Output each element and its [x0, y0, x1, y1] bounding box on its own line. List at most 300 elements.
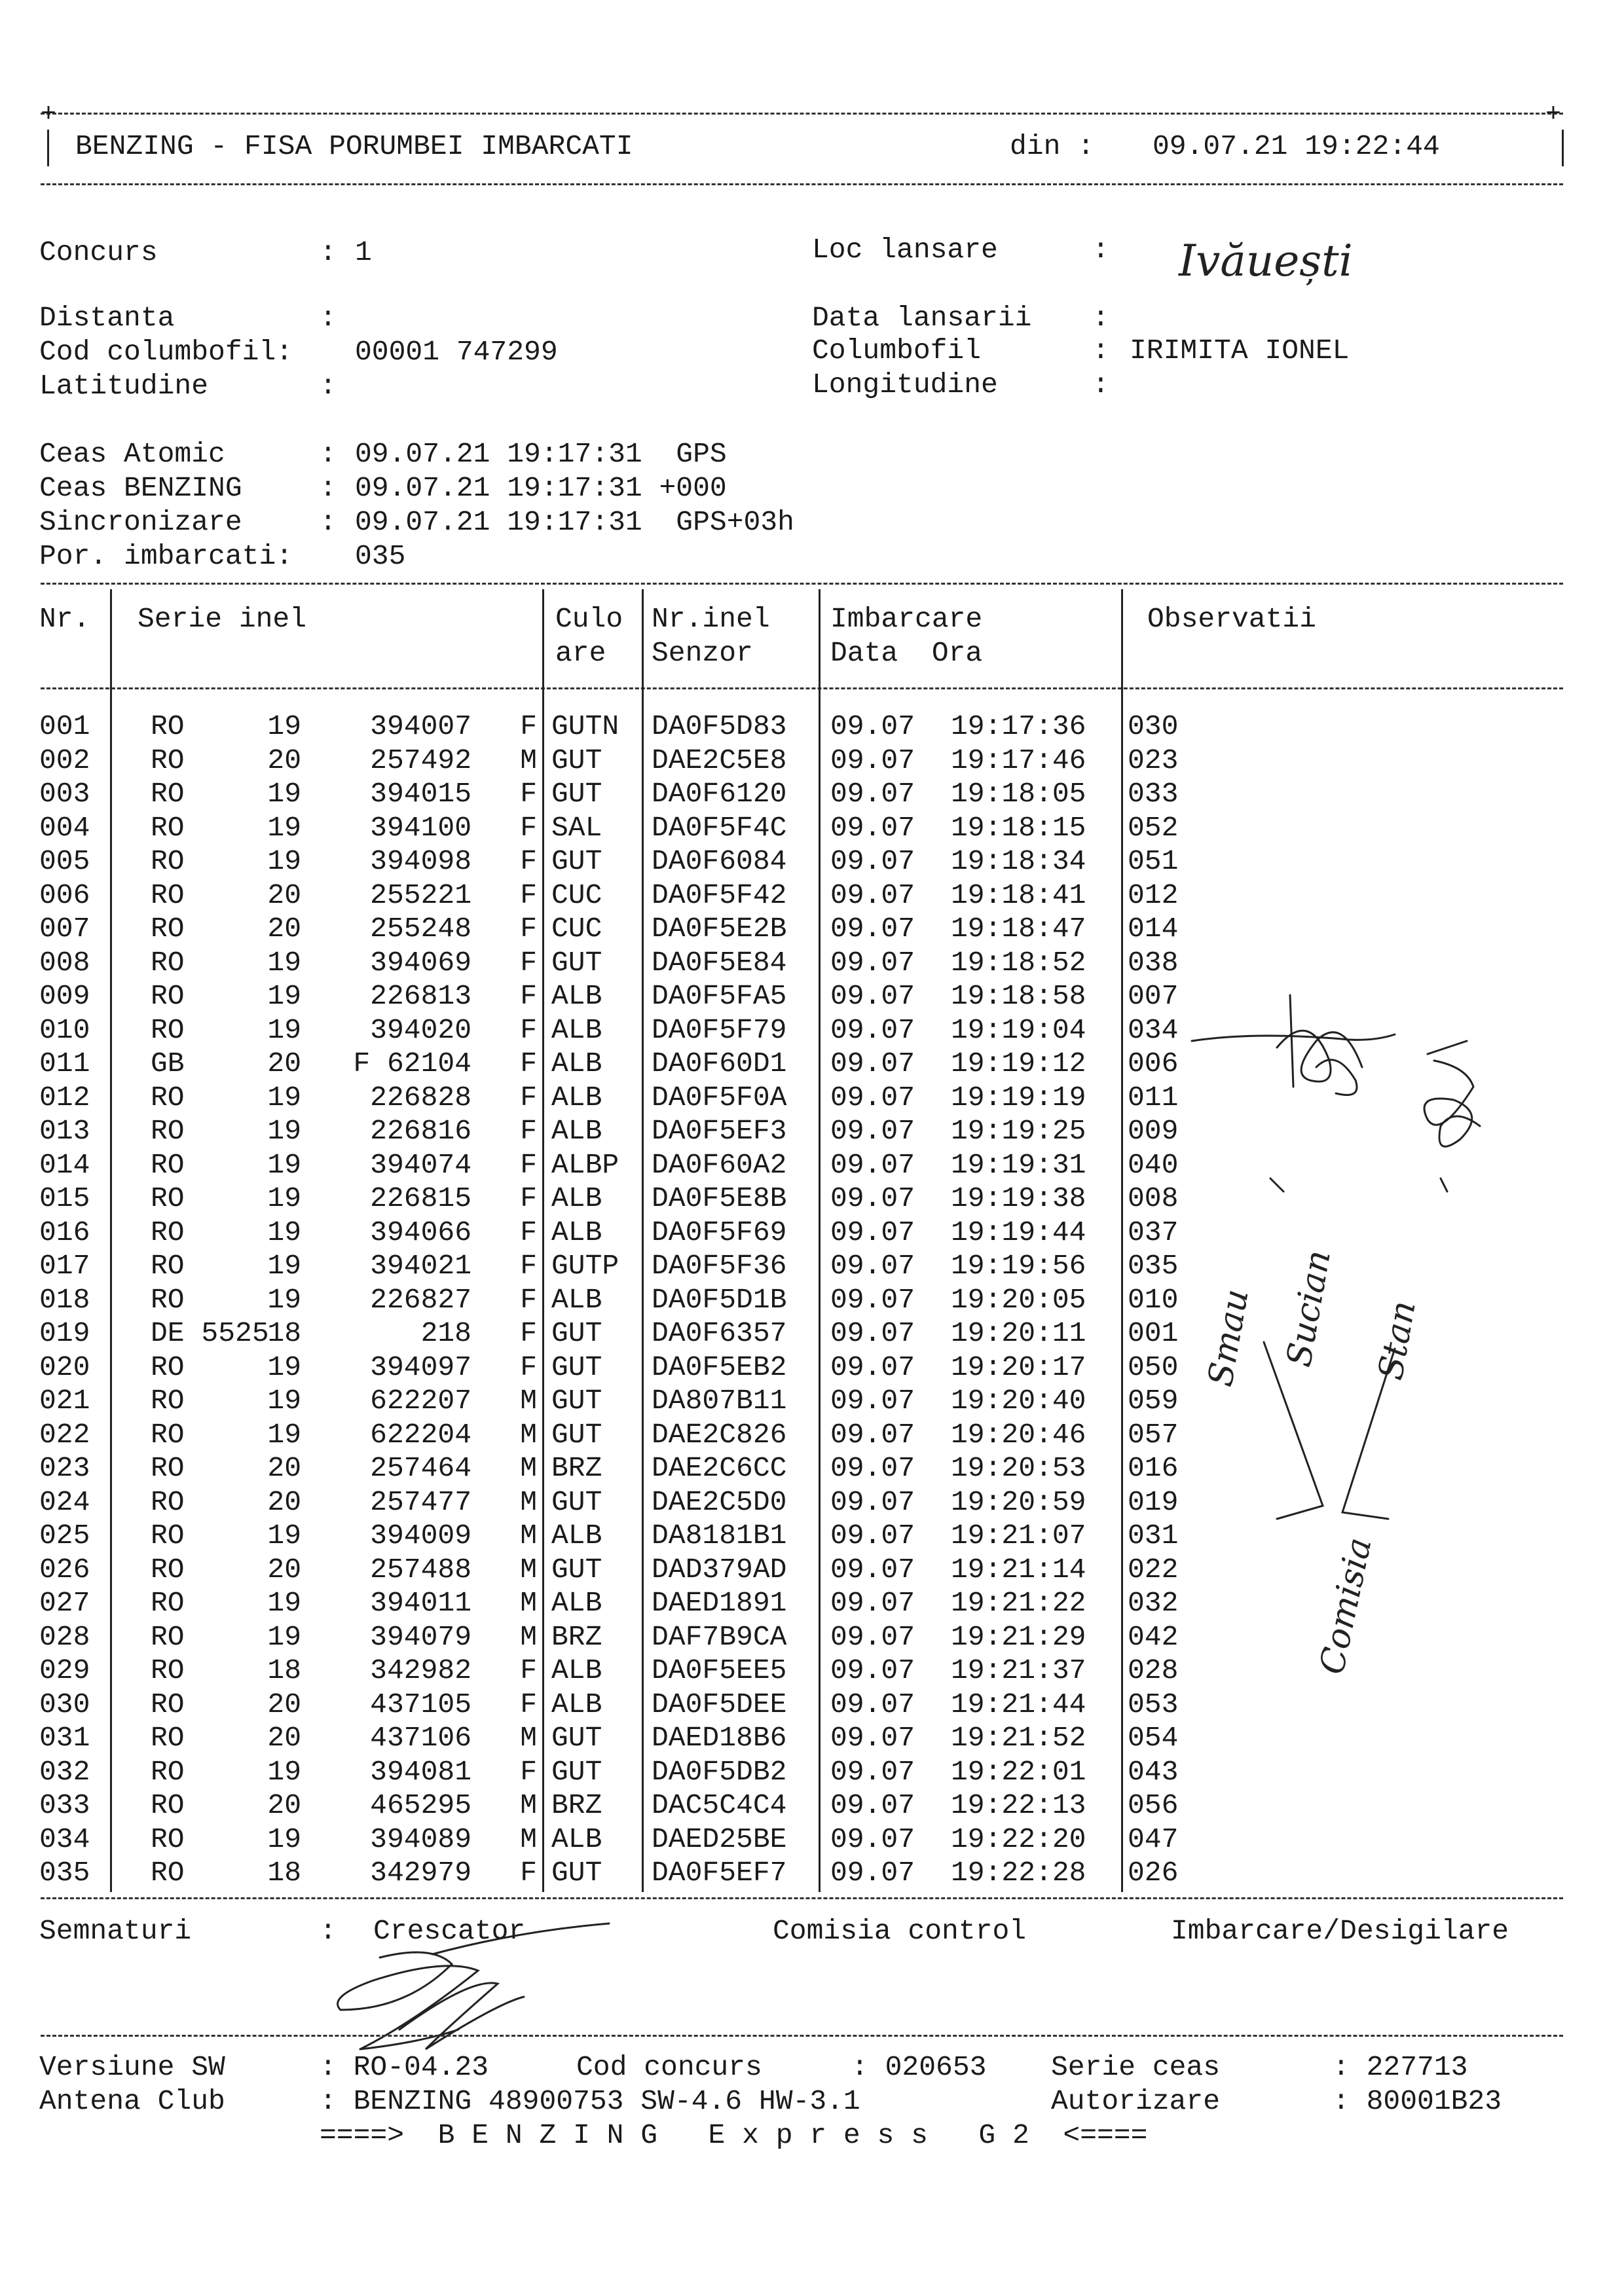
cell-culoare: ALB [551, 1654, 602, 1686]
autorizare-value: : 80001B23 [1333, 2085, 1502, 2117]
cell-observatii: 054 [1128, 1722, 1179, 1754]
cell-senzor: DA0F5D1B [652, 1283, 787, 1316]
cell-nr: 008 [39, 946, 90, 979]
distanta-colon: : [320, 302, 337, 334]
cell-ora: 19:21:44 [951, 1688, 1086, 1721]
cell-data: 09.07 [830, 1553, 915, 1586]
cell-data: 09.07 [830, 913, 915, 945]
longitudine-colon: : [1092, 369, 1109, 401]
cell-nr: 003 [39, 778, 90, 810]
columbofil-label: Columbofil [812, 335, 982, 367]
versiune-sw-value: : RO-04.23 [320, 2051, 489, 2083]
cell-ora: 19:19:56 [951, 1250, 1086, 1282]
cell-culoare: ALB [551, 1216, 602, 1248]
cell-sex: F [520, 1182, 537, 1214]
cell-observatii: 011 [1128, 1081, 1179, 1114]
cell-inel: 394089 [370, 1823, 471, 1855]
cell-ora: 19:20:11 [951, 1317, 1086, 1349]
table-row [0, 1823, 1624, 1857]
cell-tara: RO [151, 1520, 185, 1552]
handwritten-name-3: Stan [1371, 1298, 1424, 1383]
cell-an: 19 [267, 1418, 301, 1451]
ceas-benzing-colon: : [320, 472, 337, 504]
cell-ora: 19:19:04 [951, 1013, 1086, 1046]
cell-observatii: 012 [1128, 879, 1179, 911]
cell-nr: 019 [39, 1317, 90, 1349]
cell-culoare: ALB [551, 1182, 602, 1214]
cell-an: 19 [267, 845, 301, 877]
table-row [0, 1856, 1624, 1890]
antena-club-value: : BENZING 48900753 SW-4.6 HW-3.1 [320, 2085, 860, 2117]
cell-an: 19 [267, 1115, 301, 1147]
cell-inel: 394098 [370, 845, 471, 877]
cell-data: 09.07 [830, 1620, 915, 1653]
cell-nr: 006 [39, 879, 90, 911]
signature-scribble-2 [1424, 1041, 1480, 1146]
cell-sex: F [520, 1048, 537, 1080]
cell-tara: RO [151, 811, 185, 844]
cell-an: 19 [267, 1013, 301, 1046]
loc-lansare-colon: : [1092, 234, 1109, 266]
table-row [0, 1721, 1624, 1755]
cell-an: 19 [267, 980, 301, 1012]
cell-culoare: GUT [551, 1553, 602, 1586]
cell-tara: RO [151, 845, 185, 877]
cell-senzor: DA0F5D83 [652, 710, 787, 742]
cell-data: 09.07 [830, 1654, 915, 1686]
cell-sex: M [520, 744, 537, 776]
cell-data: 09.07 [830, 710, 915, 742]
loc-lansare-handwritten: Ivăuești [1179, 236, 1353, 286]
cell-an: 19 [267, 710, 301, 742]
table-row [0, 710, 1624, 744]
cell-nr: 029 [39, 1654, 90, 1686]
cell-culoare: GUT [551, 1418, 602, 1451]
cell-ora: 19:22:01 [951, 1755, 1086, 1788]
cell-data: 09.07 [830, 811, 915, 844]
cell-tara: RO [151, 913, 185, 945]
antena-club-label: Antena Club [39, 2085, 225, 2117]
cell-an: 19 [267, 1283, 301, 1316]
cell-nr: 030 [39, 1688, 90, 1721]
cell-observatii: 007 [1128, 980, 1179, 1012]
cell-observatii: 023 [1128, 744, 1179, 776]
cell-culoare: BRZ [551, 1620, 602, 1653]
cell-ora: 19:21:37 [951, 1654, 1086, 1686]
concurs-label: Concurs [39, 236, 158, 268]
col-nrinel-header-2: Senzor [652, 637, 753, 669]
cell-data: 09.07 [830, 1823, 915, 1855]
cod-columbofil-label: Cod columbofil: [39, 336, 293, 368]
longitudine-label: Longitudine [812, 369, 998, 401]
cell-observatii: 008 [1128, 1182, 1179, 1214]
ceas-benzing-value: 09.07.21 19:17:31 +000 [355, 472, 727, 504]
cell-inel: 437106 [370, 1722, 471, 1754]
cell-data: 09.07 [830, 845, 915, 877]
cell-nr: 033 [39, 1789, 90, 1821]
cell-an: 19 [267, 811, 301, 844]
cell-culoare: ALB [551, 1283, 602, 1316]
cell-observatii: 001 [1128, 1317, 1179, 1349]
cell-observatii: 006 [1128, 1048, 1179, 1080]
cell-an: 19 [267, 1216, 301, 1248]
din-label: din : [1010, 130, 1095, 162]
semnaturi-colon: : [320, 1915, 337, 1947]
cell-data: 09.07 [830, 1789, 915, 1821]
cell-an: 20 [267, 879, 301, 911]
sincronizare-value: 09.07.21 19:17:31 GPS+03h [355, 506, 794, 538]
cell-senzor: DAED1891 [652, 1587, 787, 1619]
cell-observatii: 033 [1128, 778, 1179, 810]
sincronizare-label: Sincronizare [39, 506, 242, 538]
cell-sex: F [520, 1148, 537, 1181]
cell-nr: 014 [39, 1148, 90, 1181]
cell-ora: 19:19:31 [951, 1148, 1086, 1181]
cell-sex: M [520, 1485, 537, 1518]
cell-observatii: 035 [1128, 1250, 1179, 1282]
cell-inel: 226827 [370, 1283, 471, 1316]
cell-ora: 19:19:19 [951, 1081, 1086, 1114]
cell-senzor: DA0F60A2 [652, 1148, 787, 1181]
cell-sex: F [520, 1688, 537, 1721]
autorizare-label: Autorizare [1051, 2085, 1221, 2117]
cell-observatii: 050 [1128, 1351, 1179, 1383]
cell-sex: F [520, 1654, 537, 1686]
cell-data: 09.07 [830, 1283, 915, 1316]
cell-inel: 218 [420, 1317, 471, 1349]
cell-sex: F [520, 811, 537, 844]
cell-tara: RO [151, 980, 185, 1012]
cell-data: 09.07 [830, 1452, 915, 1484]
cell-sex: F [520, 1115, 537, 1147]
cell-an: 19 [267, 778, 301, 810]
cell-ora: 19:20:05 [951, 1283, 1086, 1316]
cell-an: 18 [267, 1317, 301, 1349]
col-culoare-header-2: are [555, 637, 606, 669]
cell-an: 19 [267, 1351, 301, 1383]
cell-observatii: 040 [1128, 1148, 1179, 1181]
loc-lansare-label: Loc lansare [812, 234, 998, 266]
cell-inel: 394066 [370, 1216, 471, 1248]
cell-senzor: DA0F6357 [652, 1317, 787, 1349]
cell-tara: RO [151, 1620, 185, 1653]
cell-nr: 013 [39, 1115, 90, 1147]
cell-nr: 007 [39, 913, 90, 945]
cell-sex: M [520, 1620, 537, 1653]
cell-sex: F [520, 1317, 537, 1349]
cell-tara: RO [151, 1688, 185, 1721]
cell-data: 09.07 [830, 1385, 915, 1417]
cell-culoare: GUT [551, 1351, 602, 1383]
por-imbarcati-label: Por. imbarcati: [39, 540, 293, 572]
cell-ora: 19:20:53 [951, 1452, 1086, 1484]
cell-sex: M [520, 1722, 537, 1754]
cell-senzor: DA0F5F4C [652, 811, 787, 844]
cell-senzor: DA0F5EB2 [652, 1351, 787, 1383]
cell-data: 09.07 [830, 1115, 915, 1147]
cell-data: 09.07 [830, 1250, 915, 1282]
cell-observatii: 043 [1128, 1755, 1179, 1788]
table-row [0, 879, 1624, 913]
table-row [0, 1755, 1624, 1789]
cell-nr: 011 [39, 1048, 90, 1080]
cell-inel: 226816 [370, 1115, 471, 1147]
sincronizare-colon: : [320, 506, 337, 538]
cell-inel: 394020 [370, 1013, 471, 1046]
cell-senzor: DA0F5EF7 [652, 1857, 787, 1889]
cell-data: 09.07 [830, 1857, 915, 1889]
cell-inel: 394100 [370, 811, 471, 844]
ceas-atomic-value: 09.07.21 19:17:31 GPS [355, 438, 727, 470]
cell-data: 09.07 [830, 1048, 915, 1080]
handwritten-name-2: Sucian [1279, 1247, 1338, 1370]
por-imbarcati-value: 035 [355, 540, 406, 572]
concurs-value: 1 [355, 236, 372, 268]
cell-an: 19 [267, 1081, 301, 1114]
cell-sex: M [520, 1520, 537, 1552]
cell-observatii: 037 [1128, 1216, 1179, 1248]
cell-sex: F [520, 1755, 537, 1788]
cell-senzor: DA8181B1 [652, 1520, 787, 1552]
cell-nr: 027 [39, 1587, 90, 1619]
cell-senzor: DA0F5F69 [652, 1216, 787, 1248]
data-lansarii-label: Data lansarii [812, 302, 1032, 334]
cell-sex: F [520, 1283, 537, 1316]
col-culoare-header-1: Culo [555, 603, 623, 635]
cell-ora: 19:17:36 [951, 710, 1086, 742]
cell-tara: DE 5525 [151, 1317, 269, 1349]
cell-senzor: DA0F5DEE [652, 1688, 787, 1721]
cell-observatii: 038 [1128, 946, 1179, 979]
cell-nr: 023 [39, 1452, 90, 1484]
cell-inel: 394007 [370, 710, 471, 742]
cell-tara: GB [151, 1048, 185, 1080]
cell-ora: 19:18:41 [951, 879, 1086, 911]
cell-tara: RO [151, 1216, 185, 1248]
cell-senzor: DAED18B6 [652, 1722, 787, 1754]
cell-an: 19 [267, 1520, 301, 1552]
cell-culoare: GUT [551, 1385, 602, 1417]
cell-inel: 394021 [370, 1250, 471, 1282]
cell-sex: M [520, 1553, 537, 1586]
cell-inel: 342979 [370, 1857, 471, 1889]
cell-an: 18 [267, 1857, 301, 1889]
cell-culoare: GUT [551, 1317, 602, 1349]
crescator-label: Crescator [373, 1915, 526, 1947]
cell-observatii: 056 [1128, 1789, 1179, 1821]
cell-observatii: 009 [1128, 1115, 1179, 1147]
ceas-atomic-label: Ceas Atomic [39, 438, 225, 470]
cell-nr: 034 [39, 1823, 90, 1855]
table-row [0, 845, 1624, 879]
data-lansarii-colon: : [1092, 302, 1109, 334]
cell-sex: F [520, 778, 537, 810]
cell-tara: RO [151, 1553, 185, 1586]
cell-nr: 001 [39, 710, 90, 742]
cell-an: 19 [267, 1182, 301, 1214]
cell-sex: F [520, 946, 537, 979]
cell-culoare: BRZ [551, 1789, 602, 1821]
cell-sex: F [520, 879, 537, 911]
cell-tara: RO [151, 1250, 185, 1282]
cell-nr: 009 [39, 980, 90, 1012]
cell-data: 09.07 [830, 1722, 915, 1754]
cell-culoare: ALB [551, 1520, 602, 1552]
cell-culoare: ALB [551, 1823, 602, 1855]
cell-an: 19 [267, 1148, 301, 1181]
cell-inel: 257488 [370, 1553, 471, 1586]
cell-observatii: 010 [1128, 1283, 1179, 1316]
benzing-express-banner: ====> B E N Z I N G E x p r e s s G 2 <==== [320, 2119, 1148, 2151]
cell-sex: F [520, 980, 537, 1012]
header-corner-right: + [1545, 100, 1562, 130]
cell-nr: 015 [39, 1182, 90, 1214]
cell-observatii: 031 [1128, 1520, 1179, 1552]
cell-sex: F [520, 1857, 537, 1889]
versiune-sw-label: Versiune SW [39, 2051, 225, 2083]
cell-senzor: DAED25BE [652, 1823, 787, 1855]
cell-senzor: DA0F6120 [652, 778, 787, 810]
cell-nr: 024 [39, 1485, 90, 1518]
cell-an: 19 [267, 1755, 301, 1788]
cell-tara: RO [151, 1013, 185, 1046]
cell-ora: 19:22:20 [951, 1823, 1086, 1855]
cell-tara: RO [151, 744, 185, 776]
cell-ora: 19:20:46 [951, 1418, 1086, 1451]
cell-ora: 19:19:25 [951, 1115, 1086, 1147]
cell-culoare: CUC [551, 879, 602, 911]
cell-an: 20 [267, 744, 301, 776]
cell-tara: RO [151, 1654, 185, 1686]
cell-culoare: GUTN [551, 710, 619, 742]
cell-culoare: ALB [551, 980, 602, 1012]
cell-inel: 255248 [370, 913, 471, 945]
cell-observatii: 042 [1128, 1620, 1179, 1653]
cell-an: 20 [267, 1553, 301, 1586]
cell-inel: 226828 [370, 1081, 471, 1114]
col-imbarcare-header-2: Data Ora [830, 637, 983, 669]
cell-senzor: DA0F5F42 [652, 879, 787, 911]
cell-ora: 19:19:38 [951, 1182, 1086, 1214]
cell-data: 09.07 [830, 980, 915, 1012]
cell-culoare: ALB [551, 1081, 602, 1114]
din-value: 09.07.21 19:22:44 [1153, 130, 1440, 162]
cell-an: 20 [267, 913, 301, 945]
cell-inel: 437105 [370, 1688, 471, 1721]
cell-senzor: DAD379AD [652, 1553, 787, 1586]
cell-observatii: 034 [1128, 1013, 1179, 1046]
cell-senzor: DA0F5F36 [652, 1250, 787, 1282]
cell-inel: 394097 [370, 1351, 471, 1383]
cell-tara: RO [151, 1351, 185, 1383]
latitudine-label: Latitudine [39, 370, 209, 402]
columbofil-colon: : [1092, 335, 1109, 367]
cell-sex: F [520, 845, 537, 877]
cell-observatii: 051 [1128, 845, 1179, 877]
cell-culoare: CUC [551, 913, 602, 945]
cell-an: 18 [267, 1654, 301, 1686]
cell-ora: 19:21:14 [951, 1553, 1086, 1586]
comisia-control-label: Comisia control [773, 1915, 1027, 1947]
cell-nr: 010 [39, 1013, 90, 1046]
cell-an: 20 [267, 1688, 301, 1721]
cell-senzor: DAE2C6CC [652, 1452, 787, 1484]
cell-observatii: 047 [1128, 1823, 1179, 1855]
cell-nr: 035 [39, 1857, 90, 1889]
cell-tara: RO [151, 1148, 185, 1181]
cell-observatii: 019 [1128, 1485, 1179, 1518]
cell-data: 09.07 [830, 1587, 915, 1619]
cell-data: 09.07 [830, 1755, 915, 1788]
cell-inel: 465295 [370, 1789, 471, 1821]
cell-an: 19 [267, 1823, 301, 1855]
cell-senzor: DA0F5EF3 [652, 1115, 787, 1147]
cell-senzor: DA0F5EE5 [652, 1654, 787, 1686]
table-top-rule [41, 583, 1563, 585]
cell-data: 09.07 [830, 1688, 915, 1721]
cell-nr: 031 [39, 1722, 90, 1754]
cell-ora: 19:18:34 [951, 845, 1086, 877]
cell-tara: RO [151, 1857, 185, 1889]
cell-senzor: DA0F5E8B [652, 1182, 787, 1214]
cell-sex: M [520, 1823, 537, 1855]
cell-data: 09.07 [830, 1081, 915, 1114]
cell-senzor: DA0F5FA5 [652, 980, 787, 1012]
concurs-colon: : [320, 236, 337, 268]
cell-ora: 19:19:12 [951, 1048, 1086, 1080]
col-imbarcare-header-1: Imbarcare [830, 603, 983, 635]
cell-sex: M [520, 1452, 537, 1484]
signature-scribble-1 [1192, 995, 1395, 1095]
cell-ora: 19:21:22 [951, 1587, 1086, 1619]
cell-tara: RO [151, 1081, 185, 1114]
cell-tara: RO [151, 1587, 185, 1619]
header-right-border [1562, 130, 1564, 166]
cell-an: 19 [267, 1385, 301, 1417]
cell-ora: 19:18:05 [951, 778, 1086, 810]
cell-senzor: DA807B11 [652, 1385, 787, 1417]
footer-rule [41, 2035, 1563, 2037]
cell-culoare: GUT [551, 1857, 602, 1889]
distanta-label: Distanta [39, 302, 175, 334]
cell-culoare: GUT [551, 778, 602, 810]
cell-inel: 394081 [370, 1755, 471, 1788]
cell-observatii: 014 [1128, 913, 1179, 945]
cell-sex: F [520, 710, 537, 742]
ceas-atomic-colon: : [320, 438, 337, 470]
cell-nr: 026 [39, 1553, 90, 1586]
handwritten-comisia: Comisia [1312, 1534, 1380, 1678]
cell-culoare: GUT [551, 1755, 602, 1788]
cod-columbofil-value: 00001 747299 [355, 336, 558, 368]
cell-senzor: DA0F5E84 [652, 946, 787, 979]
imbarcare-desigilare-label: Imbarcare/Desigilare [1171, 1915, 1509, 1947]
cell-culoare: ALB [551, 1013, 602, 1046]
cell-an: 19 [267, 946, 301, 979]
header-corner-left: + [41, 100, 57, 130]
cell-senzor: DAE2C826 [652, 1418, 787, 1451]
cell-inel: 226813 [370, 980, 471, 1012]
cell-inel: 394074 [370, 1148, 471, 1181]
cell-tara: RO [151, 778, 185, 810]
cell-data: 09.07 [830, 1520, 915, 1552]
serie-ceas-value: : 227713 [1333, 2051, 1468, 2083]
cell-nr: 002 [39, 744, 90, 776]
cell-senzor: DA0F5F0A [652, 1081, 787, 1114]
cell-ora: 19:18:47 [951, 913, 1086, 945]
cell-ora: 19:21:29 [951, 1620, 1086, 1653]
header-left-border [47, 130, 49, 166]
